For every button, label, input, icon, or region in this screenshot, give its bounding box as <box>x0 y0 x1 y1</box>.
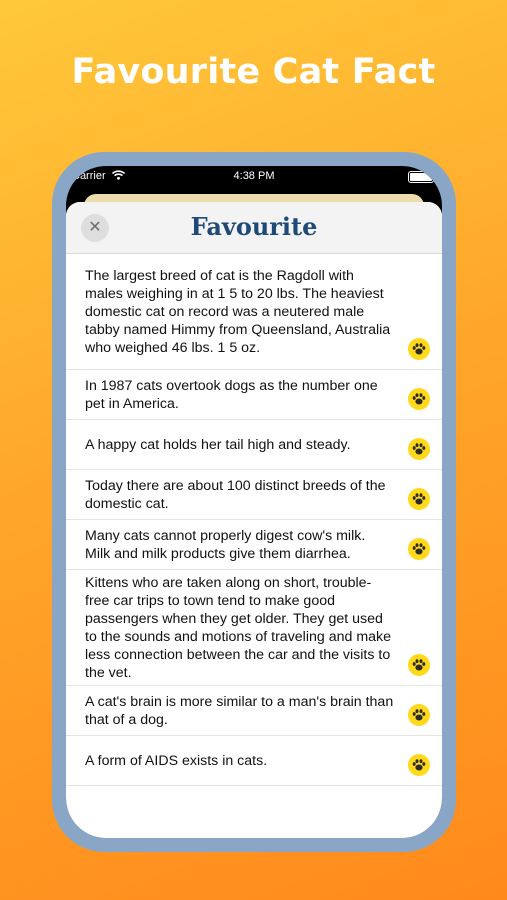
fact-text: Kittens who are taken along on short, trouble-free car trips to town tend to make good passengers when they get older. They get used to the sounds and motions of traveling and make less connection between the car and the visits to the vet. <box>85 574 392 681</box>
favourite-sheet <box>66 202 442 838</box>
battery-icon <box>408 171 434 183</box>
favourite-paw-button[interactable] <box>408 388 430 410</box>
paw-icon <box>411 757 427 773</box>
fact-text: The largest breed of cat is the Ragdoll with males weighing in at 1 5 to 20 lbs. The heaviest domestic cat on record was a neutered male tabby named Himmy from Queensland, Australia who weighed 46 lbs. 1 5 oz. <box>85 267 391 356</box>
fact-row[interactable] <box>66 370 442 420</box>
fact-row[interactable] <box>66 420 442 470</box>
paw-icon <box>411 707 427 723</box>
sheet-header <box>66 202 442 254</box>
status-bar <box>66 166 442 188</box>
fact-row[interactable] <box>66 520 442 570</box>
fact-row[interactable] <box>66 570 442 686</box>
favourite-paw-button[interactable] <box>408 488 430 510</box>
favourite-paw-button[interactable] <box>408 438 430 460</box>
paw-icon <box>411 391 427 407</box>
fact-text: A form of AIDS exists in cats. <box>85 752 268 769</box>
fact-text: A happy cat holds her tail high and steady. <box>85 436 351 453</box>
favourite-paw-button[interactable] <box>408 704 430 726</box>
fact-row[interactable] <box>66 254 442 370</box>
favourite-paw-button[interactable] <box>408 754 430 776</box>
paw-icon <box>411 657 427 673</box>
paw-icon <box>411 491 427 507</box>
fact-text: In 1987 cats overtook dogs as the number one pet in America. <box>85 377 378 412</box>
fact-list <box>66 254 442 786</box>
status-time: 4:38 PM <box>233 170 275 182</box>
close-icon: ✕ <box>88 219 102 236</box>
fact-row[interactable] <box>66 736 442 786</box>
fact-row[interactable] <box>66 686 442 736</box>
paw-icon <box>411 441 427 457</box>
status-carrier: Carrier <box>72 170 106 182</box>
fact-text: A cat's brain is more similar to a man's brain than that of a dog. <box>85 693 394 728</box>
fact-row[interactable] <box>66 470 442 520</box>
paw-icon <box>411 341 427 357</box>
favourite-paw-button[interactable] <box>408 338 430 360</box>
paw-icon <box>411 541 427 557</box>
phone-frame <box>52 152 456 852</box>
page-headline: Favourite Cat Fact <box>71 52 436 92</box>
favourite-paw-button[interactable] <box>408 654 430 676</box>
sheet-title: Favourite <box>190 212 318 241</box>
favourite-paw-button[interactable] <box>408 538 430 560</box>
fact-text: Many cats cannot properly digest cow's milk. Milk and milk products give them diarrhea. <box>85 527 366 562</box>
fact-text: Today there are about 100 distinct breeds of the domestic cat. <box>85 477 386 512</box>
phone-screen <box>66 166 442 838</box>
